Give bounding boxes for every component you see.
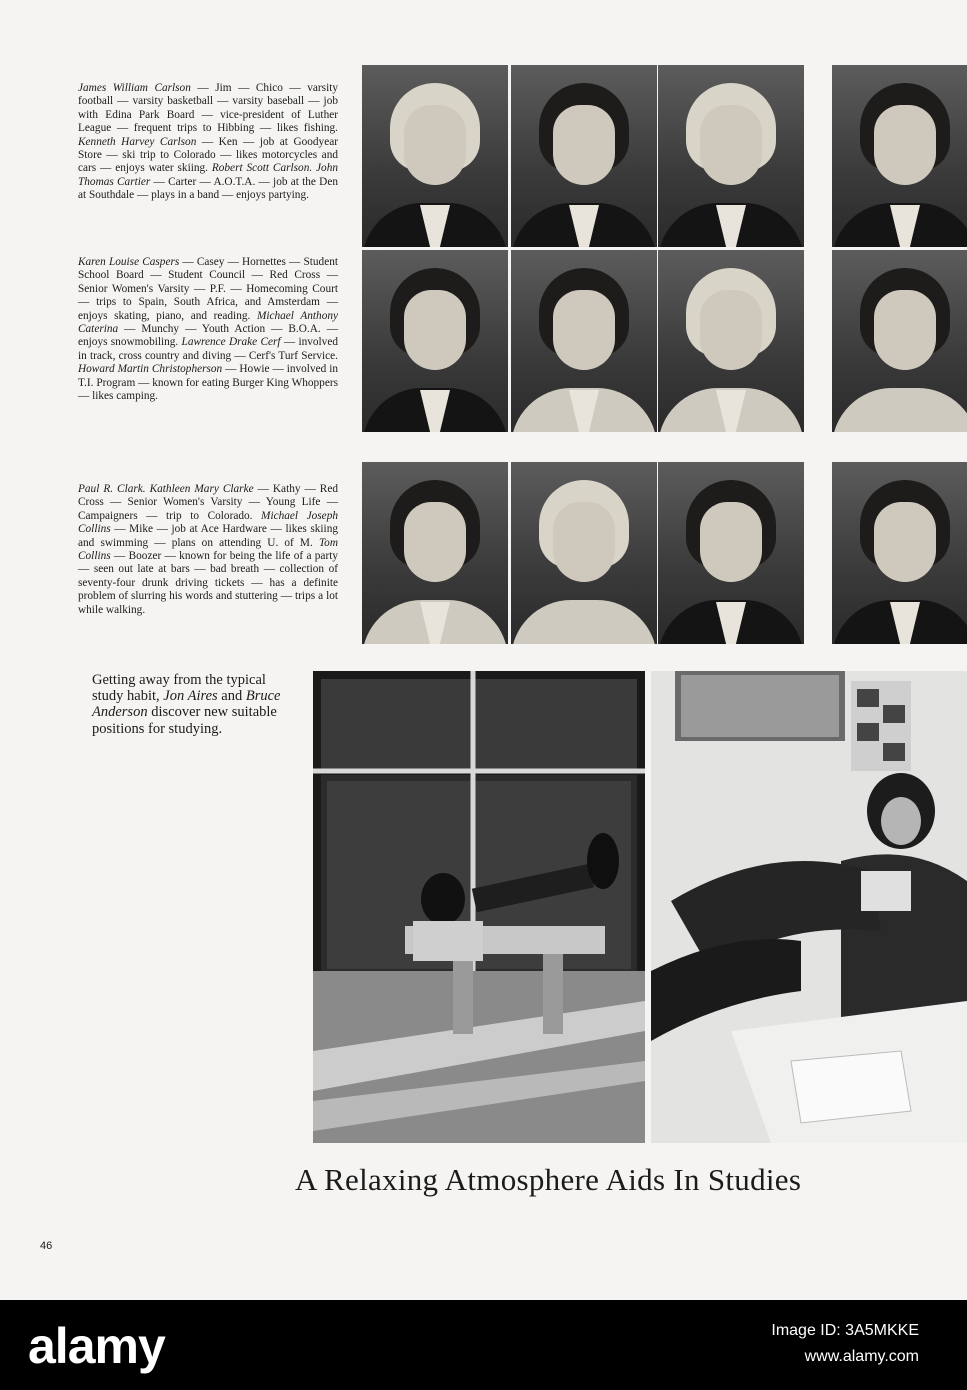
student-name: Jon Aires	[163, 688, 218, 705]
portrait-photo	[658, 65, 804, 247]
student-name: Lawrence Drake Cerf	[181, 336, 281, 349]
stock-url: www.alamy.com	[804, 1348, 919, 1365]
student-name: Michael Joseph Collins	[78, 509, 338, 536]
portrait-photo	[832, 462, 967, 644]
candid-photo-window	[313, 671, 645, 1143]
student-name: Howard Martin Christopherson	[78, 363, 223, 376]
stock-image-id: Image ID: 3A5MKKE	[771, 1322, 919, 1339]
bio-block	[78, 82, 338, 203]
bio-text: — Mike — job at Ace Hardware — likes skiing and swimming — plans on attending U. of M.	[78, 523, 338, 549]
bio-block	[78, 483, 338, 617]
photo-caption	[92, 672, 282, 737]
portrait-photo	[362, 250, 508, 432]
student-name: Paul R. Clark. Kathleen Mary Clarke	[78, 483, 254, 495]
portrait-photo	[832, 250, 967, 432]
portrait-photo	[832, 65, 967, 247]
bio-text: — Ken — job at Goodyear Store — ski trip to Colorado — likes motorcycles and cars — enjoys water skiing.	[78, 135, 338, 175]
portrait-photo	[511, 250, 657, 432]
portrait-photo	[658, 462, 804, 644]
portrait-photo	[511, 462, 657, 644]
bio-text: Getting away from the typical study habit,	[92, 672, 266, 705]
bio-text: discover new suitable positions for studying.	[92, 704, 277, 737]
student-name: Michael Anthony Caterina	[78, 309, 339, 336]
student-name: Tom Collins	[78, 536, 338, 563]
bio-block	[78, 256, 338, 403]
student-name: Karen Louise Caspers	[78, 256, 180, 268]
bio-text: and	[217, 688, 246, 705]
stock-logo: alamy	[28, 1318, 165, 1374]
bio-text: — Carter — A.O.T.A. — job at the Den at Southdale — plays in a band — enjoys partying.	[78, 175, 338, 202]
bio-text: — involved in track, cross country and diving — Cerf's Turf Service.	[78, 336, 338, 362]
stock-watermark-bar	[0, 1300, 967, 1390]
portrait-photo	[658, 250, 804, 432]
portrait-photo	[511, 65, 657, 247]
bio-text: — Boozer — known for being the life of a party — seen out late at bars — bad breath — collection of seventy-four drunk driving tickets — has a definite problem of slurring his words and stuttering — trips a lot while walking.	[78, 550, 338, 616]
candid-photo-wall	[651, 671, 967, 1143]
bio-text: — Jim — Chico — varsity football — varsity basketball — varsity baseball — job with Edina Park Board — vice-president of Luther League — frequent trips to Hibbing — likes fishing.	[78, 82, 338, 135]
page-number: 46	[40, 1240, 53, 1252]
bio-text: — Casey — Hornettes — Student School Board — Student Council — Red Cross — Senior Women's Varsity — P.F. — Homecoming Court — trips to Spain, South Africa, and Amsterdam — enjoys skating, piano, and reading.	[78, 256, 338, 322]
student-name: Robert Scott Carlson. John Thomas Cartier	[78, 162, 338, 188]
bio-text: — Howie — involved in T.I. Program — known for eating Burger King Whoppers — likes camping.	[78, 363, 338, 403]
portrait-photo	[362, 462, 508, 644]
portrait-photo	[362, 65, 508, 247]
bio-text: — Munchy — Youth Action — B.O.A. — enjoys snowmobiling.	[78, 323, 338, 349]
page-headline: A Relaxing Atmosphere Aids In Studies	[295, 1162, 802, 1197]
student-name: James William Carlson	[78, 82, 191, 94]
student-name: Bruce Anderson	[92, 688, 281, 721]
student-name: Kenneth Harvey Carlson	[78, 135, 197, 148]
bio-text: — Kathy — Red Cross — Senior Women's Varsity — Young Life — Campaigners — trip to Colorado.	[78, 483, 338, 522]
